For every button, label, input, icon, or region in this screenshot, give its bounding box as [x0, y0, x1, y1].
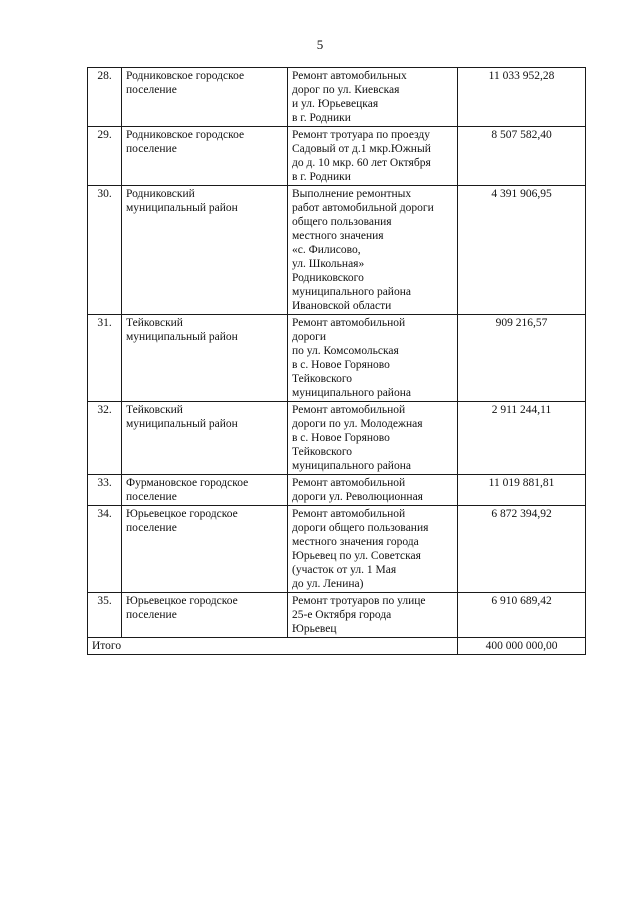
work-description-cell: Ремонт автомобильной дороги ул. Революционная	[288, 475, 458, 506]
work-description-cell: Ремонт автомобильной дороги по ул. Комсомольская в с. Новое Горяново Тейковского муниципального района	[288, 315, 458, 402]
work-description-cell: Ремонт тротуаров по улице 25-е Октября города Юрьевец	[288, 593, 458, 638]
work-description-cell: Ремонт автомобильной дороги по ул. Молодежная в с. Новое Горяново Тейковского муниципального района	[288, 402, 458, 475]
row-number: 34.	[88, 506, 122, 593]
amount-cell: 4 391 906,95	[458, 186, 586, 315]
table-row	[88, 315, 586, 402]
table-row	[88, 593, 586, 638]
work-description-cell: Выполнение ремонтных работ автомобильной дороги общего пользования местного значения «с. Филисово, ул. Школьная» Родниковского муниципального района Ивановской области	[288, 186, 458, 315]
amount-cell: 2 911 244,11	[458, 402, 586, 475]
work-description-cell: Ремонт тротуара по проезду Садовый от д.1 мкр.Южный до д. 10 мкр. 60 лет Октября в г. Родники	[288, 127, 458, 186]
work-description-cell: Ремонт автомобильных дорог по ул. Киевская и ул. Юрьевецкая в г. Родники	[288, 68, 458, 127]
total-amount: 400 000 000,00	[458, 638, 586, 655]
table-row	[88, 475, 586, 506]
municipality-cell: Юрьевецкое городское поселение	[122, 506, 288, 593]
amount-cell: 909 216,57	[458, 315, 586, 402]
table-row	[88, 68, 586, 127]
municipality-cell: Юрьевецкое городское поселение	[122, 593, 288, 638]
municipality-cell: Родниковский муниципальный район	[122, 186, 288, 315]
row-number: 28.	[88, 68, 122, 127]
work-description-cell: Ремонт автомобильной дороги общего пользования местного значения города Юрьевец по ул. Советская (участок от ул. 1 Мая до ул. Ленина)	[288, 506, 458, 593]
row-number: 35.	[88, 593, 122, 638]
municipality-cell: Тейковский муниципальный район	[122, 315, 288, 402]
total-label: Итого	[88, 638, 458, 655]
amount-cell: 6 910 689,42	[458, 593, 586, 638]
amount-cell: 6 872 394,92	[458, 506, 586, 593]
amount-cell: 8 507 582,40	[458, 127, 586, 186]
amount-cell: 11 019 881,81	[458, 475, 586, 506]
table-row	[88, 506, 586, 593]
municipality-cell: Родниковское городское поселение	[122, 127, 288, 186]
municipality-cell: Родниковское городское поселение	[122, 68, 288, 127]
row-number: 32.	[88, 402, 122, 475]
municipality-cell: Фурмановское городское поселение	[122, 475, 288, 506]
row-number: 33.	[88, 475, 122, 506]
row-number: 31.	[88, 315, 122, 402]
table-row	[88, 127, 586, 186]
amount-cell: 11 033 952,28	[458, 68, 586, 127]
total-row	[88, 638, 586, 655]
page-number: 5	[316, 37, 324, 52]
row-number: 29.	[88, 127, 122, 186]
municipality-cell: Тейковский муниципальный район	[122, 402, 288, 475]
row-number: 30.	[88, 186, 122, 315]
table-row	[88, 186, 586, 315]
table-row	[88, 402, 586, 475]
funding-table	[87, 67, 586, 655]
